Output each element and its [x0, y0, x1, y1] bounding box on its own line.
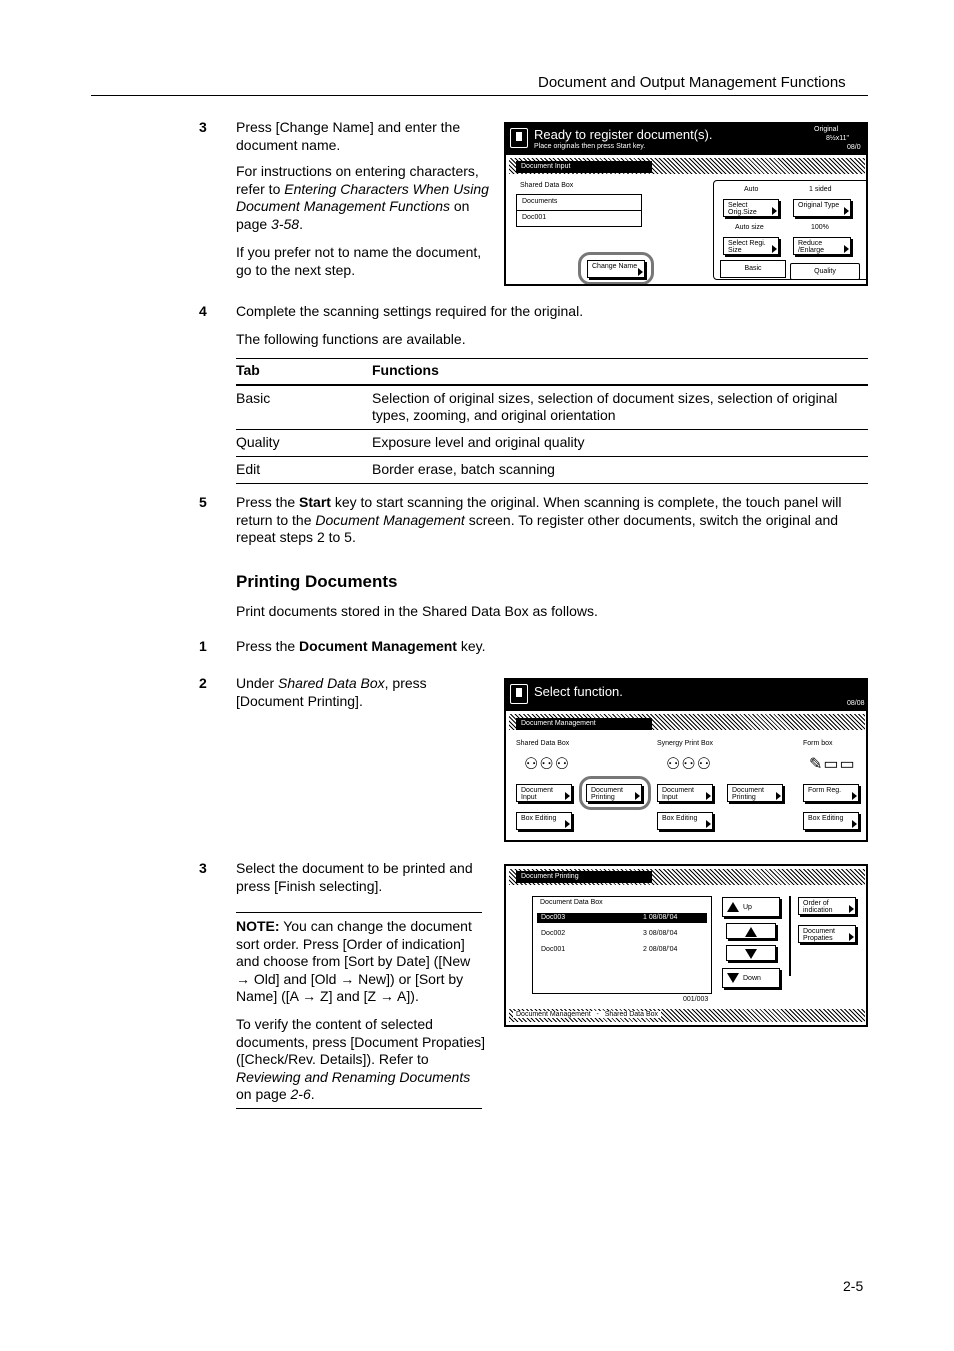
- form-box-label: Form box: [803, 740, 833, 747]
- table-cell: Quality: [236, 430, 372, 457]
- order-of-indication-button[interactable]: Order of indication: [798, 897, 856, 915]
- header-rule: [91, 95, 868, 96]
- original-type-button[interactable]: Original Type: [793, 199, 851, 217]
- tab-document-input[interactable]: Document Input: [516, 161, 652, 173]
- tab-document-management[interactable]: Document Management: [516, 718, 652, 730]
- step-text: For instructions on entering characters, refer to Entering Characters When Using Document Management Functions on page 3-58.: [236, 163, 489, 232]
- up-arrow-icon: [745, 927, 757, 937]
- down-button[interactable]: Down: [722, 968, 780, 988]
- note-rule-top: [236, 912, 482, 913]
- synergy-print-box-label: Synergy Print Box: [657, 740, 714, 747]
- step-number: 3: [199, 119, 207, 135]
- box-editing-button[interactable]: Box Editing: [516, 812, 572, 830]
- down-arrow-icon: [745, 949, 757, 959]
- functions-table: [236, 358, 868, 484]
- form-icon: ✎▭▭: [809, 756, 856, 773]
- touch-panel-document-printing: [504, 864, 868, 1027]
- date-label: 08/08: [847, 700, 865, 707]
- panel-title: Select function.: [534, 684, 623, 699]
- shared-data-box-label: Shared Data Box: [516, 740, 570, 747]
- table-cell: Basic: [236, 385, 372, 430]
- step-text: Press the Document Management key.: [236, 638, 486, 654]
- name-fields: [516, 194, 642, 227]
- note-rule-bottom: [236, 1108, 482, 1109]
- table-row: [236, 457, 868, 484]
- tab-document-printing[interactable]: Document Printing: [516, 871, 652, 883]
- change-name-button[interactable]: Change Name: [587, 260, 645, 278]
- document-icon: [510, 128, 528, 148]
- select-regi-size-button[interactable]: Select Regi. Size: [723, 237, 779, 255]
- form-box-editing-button[interactable]: Box Editing: [803, 812, 859, 830]
- sided-value: 1 sided: [809, 186, 832, 193]
- table-row: [236, 430, 868, 457]
- step-text: Press the Start key to start scanning the original. When scanning is complete, the touch panel will return to the Document Management screen. To register other documents, switch the original and repeat steps 2 to 5.: [236, 494, 842, 545]
- field-documents: Documents: [522, 198, 558, 205]
- touch-panel-register: [504, 122, 868, 286]
- list-item[interactable]: Doc003 1 08/08/'04: [537, 913, 707, 923]
- form-reg-button[interactable]: Form Reg.: [803, 784, 859, 802]
- step-text: The following functions are available.: [236, 331, 466, 347]
- step-text: Press [Change Name] and enter the document name.: [236, 119, 461, 153]
- document-input-button[interactable]: Document Input: [516, 784, 572, 802]
- breadcrumb: Document Management - Shared Data Box: [513, 1011, 661, 1018]
- table-cell: Selection of original sizes, selection of document sizes, selection of original types, zooming, and original orientation: [372, 385, 868, 430]
- list-title: Document Data Box: [540, 899, 603, 906]
- table-cell: Exposure level and original quality: [372, 430, 868, 457]
- document-icon: [510, 684, 528, 704]
- step-text: Complete the scanning settings required for the original.: [236, 303, 584, 319]
- panel-title-bar: [506, 680, 866, 711]
- divider: [789, 896, 791, 976]
- original-label: Original: [814, 126, 839, 133]
- note-text: NOTE: You can change the document sort order. Press [Order of indication] and choose from [Sort by Date] ([New → Old] and [Old → New]) or [Sort by Name] ([A → Z] and [Z → A]).: [236, 918, 472, 1004]
- up-arrow-icon: [727, 902, 739, 912]
- section-title: Printing Documents: [236, 572, 398, 591]
- page-number: 2-5: [843, 1278, 864, 1294]
- step-text: If you prefer not to name the document, go to the next step.: [236, 244, 482, 278]
- step-number: 4: [199, 303, 207, 319]
- table-cell: Edit: [236, 457, 372, 484]
- synergy-box-editing-button[interactable]: Box Editing: [657, 812, 713, 830]
- original-size: 8½x11": [826, 135, 849, 142]
- tab-basic[interactable]: Basic: [720, 260, 786, 278]
- column-header: Functions: [372, 359, 868, 386]
- scroll-up-button[interactable]: [726, 923, 776, 939]
- document-propaties-button[interactable]: Document Propaties: [798, 925, 856, 943]
- date-label: 08/0: [847, 144, 861, 151]
- people-icon: ⚇⚇⚇: [524, 756, 571, 773]
- box-label: Shared Data Box: [520, 182, 574, 189]
- document-printing-button[interactable]: Document Printing: [586, 784, 642, 802]
- step-number: 5: [199, 494, 207, 510]
- section-intro: Print documents stored in the Shared Data Box as follows.: [236, 603, 598, 619]
- scroll-down-button[interactable]: [726, 945, 776, 961]
- down-arrow-icon: [727, 973, 739, 983]
- auto-size-value: Auto size: [735, 224, 764, 231]
- synergy-document-input-button[interactable]: Document Input: [657, 784, 713, 802]
- table-row: [236, 385, 868, 430]
- panel-title-bar: [506, 124, 866, 155]
- table-header-row: [236, 359, 868, 386]
- step-number: 1: [199, 638, 207, 654]
- highlight-ring: [579, 776, 651, 810]
- step-text: Under Shared Data Box, press [Document Printing].: [236, 675, 427, 709]
- field-doc-name[interactable]: Doc001: [522, 214, 547, 221]
- panel-subtitle: Place originals then press Start key.: [534, 143, 646, 150]
- page-counter: 001/003: [683, 996, 709, 1003]
- step-text: Select the document to be printed and press [Finish selecting].: [236, 860, 473, 894]
- touch-panel-select-function: [504, 678, 868, 842]
- select-orig-size-button[interactable]: Select Orig.Size: [723, 199, 779, 217]
- step-number: 2: [199, 675, 207, 691]
- highlight-ring: [578, 252, 654, 285]
- list-item[interactable]: Doc002 3 08/08/'04: [541, 930, 678, 937]
- panel-title: Ready to register document(s).: [534, 127, 713, 142]
- column-header: Tab: [236, 359, 372, 386]
- reduce-enlarge-button[interactable]: Reduce /Enlarge: [793, 237, 851, 255]
- verify-text: To verify the content of selected documents, press [Document Propaties] ([Check/Rev. Details]). Refer to Reviewing and Renaming Documents on page 2-6.: [236, 1016, 486, 1102]
- tab-quality[interactable]: Quality: [790, 263, 860, 280]
- table-cell: Border erase, batch scanning: [372, 457, 868, 484]
- up-button[interactable]: Up: [722, 897, 780, 917]
- step-number: 3: [199, 860, 207, 876]
- group-icon: ⚇⚇⚇: [666, 756, 713, 773]
- list-item[interactable]: Doc001 2 08/08/'04: [541, 946, 678, 953]
- auto-value: Auto: [744, 186, 759, 193]
- document-list: [532, 896, 712, 1003]
- zoom-value: 100%: [811, 224, 829, 231]
- synergy-document-printing-button[interactable]: Document Printing: [727, 784, 783, 802]
- running-header: Document and Output Management Functions: [538, 74, 846, 91]
